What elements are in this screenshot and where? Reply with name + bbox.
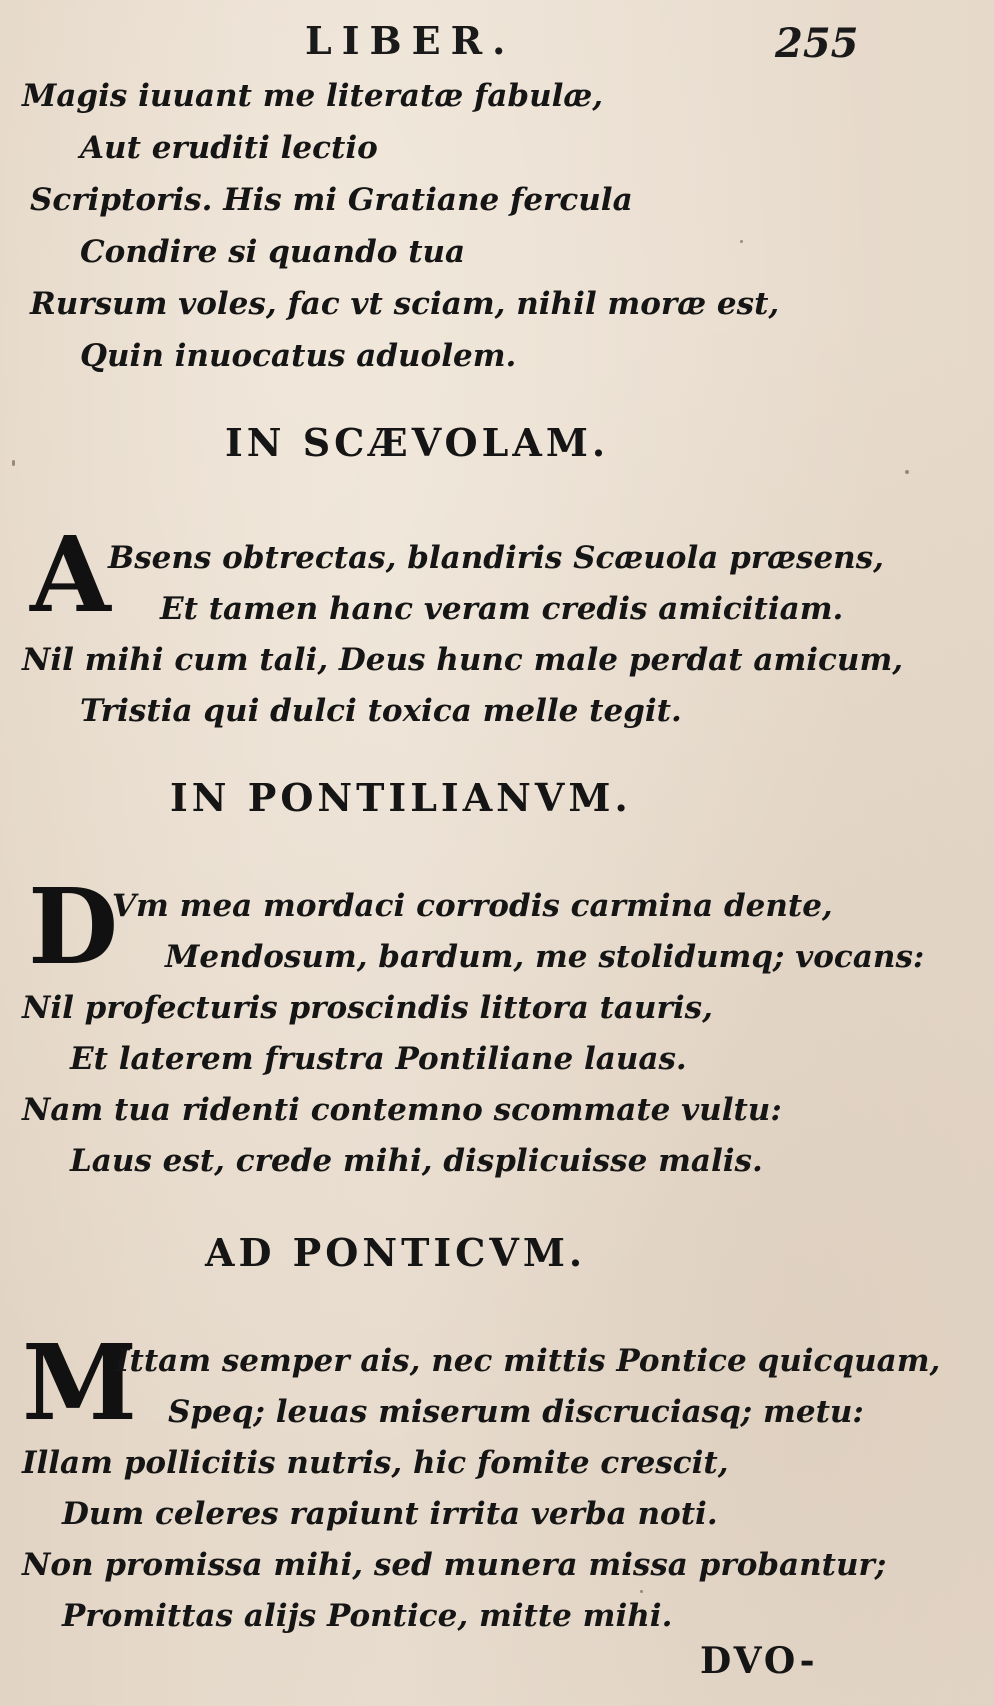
- verse-line: Non promissa mihi, sed munera missa probantur;: [22, 1547, 887, 1583]
- running-head-title: LIBER.: [305, 18, 516, 63]
- verse-line: Magis iuuant me literatæ fabulæ,: [22, 78, 604, 114]
- verse-line: Rursum voles, fac vt sciam, nihil moræ est,: [30, 286, 780, 322]
- paper-speck: [740, 240, 743, 243]
- verse-line: Speq; leuas miserum discruciasq; metu:: [168, 1394, 864, 1430]
- verse-line: Nil mihi cum tali, Deus hunc male perdat amicum,: [22, 642, 904, 678]
- verse-line: Bsens obtrectas, blandiris Scæuola præsens,: [108, 540, 884, 576]
- drop-cap: A: [30, 513, 111, 636]
- paper-speck: [905, 470, 909, 474]
- poem-heading: IN PONTILIANVM.: [170, 775, 632, 820]
- poem-heading: AD PONTICVM.: [205, 1230, 587, 1275]
- verse-line: Vm mea mordaci corrodis carmina dente,: [112, 888, 833, 924]
- verse-line: Ittam semper ais, nec mittis Pontice quicquam,: [115, 1343, 941, 1379]
- verse-line: Et laterem frustra Pontiliane lauas.: [70, 1041, 687, 1077]
- verse-line: Condire si quando tua: [80, 234, 466, 270]
- drop-cap: D: [28, 865, 119, 988]
- verse-line: Illam pollicitis nutris, hic fomite crescit,: [22, 1445, 729, 1481]
- verse-line: Nil profecturis proscindis littora tauris,: [22, 990, 713, 1026]
- paper-speck: [640, 1590, 643, 1593]
- drop-cap: M: [22, 1321, 138, 1444]
- verse-line: Laus est, crede mihi, displicuisse malis.: [70, 1143, 763, 1179]
- verse-line: Tristia qui dulci toxica melle tegit.: [80, 693, 682, 729]
- page-number: 255: [775, 20, 859, 67]
- paper-speck: [12, 460, 15, 466]
- verse-line: Quin inuocatus aduolem.: [80, 338, 517, 374]
- verse-line: Mendosum, bardum, me stolidumq; vocans:: [165, 939, 925, 975]
- poem-heading: IN SCÆVOLAM.: [225, 420, 610, 465]
- verse-line: Et tamen hanc veram credis amicitiam.: [160, 591, 844, 627]
- verse-line: Aut eruditi lectio: [80, 130, 378, 166]
- running-head: [0, 18, 994, 68]
- verse-line: Dum celeres rapiunt irrita verba noti.: [62, 1496, 718, 1532]
- verse-line: Nam tua ridenti contemno scommate vultu:: [22, 1092, 782, 1128]
- catchword: DVO-: [700, 1640, 818, 1682]
- verse-line: Scriptoris. His mi Gratiane fercula: [30, 182, 633, 218]
- verse-line: Promittas alijs Pontice, mitte mihi.: [62, 1598, 673, 1634]
